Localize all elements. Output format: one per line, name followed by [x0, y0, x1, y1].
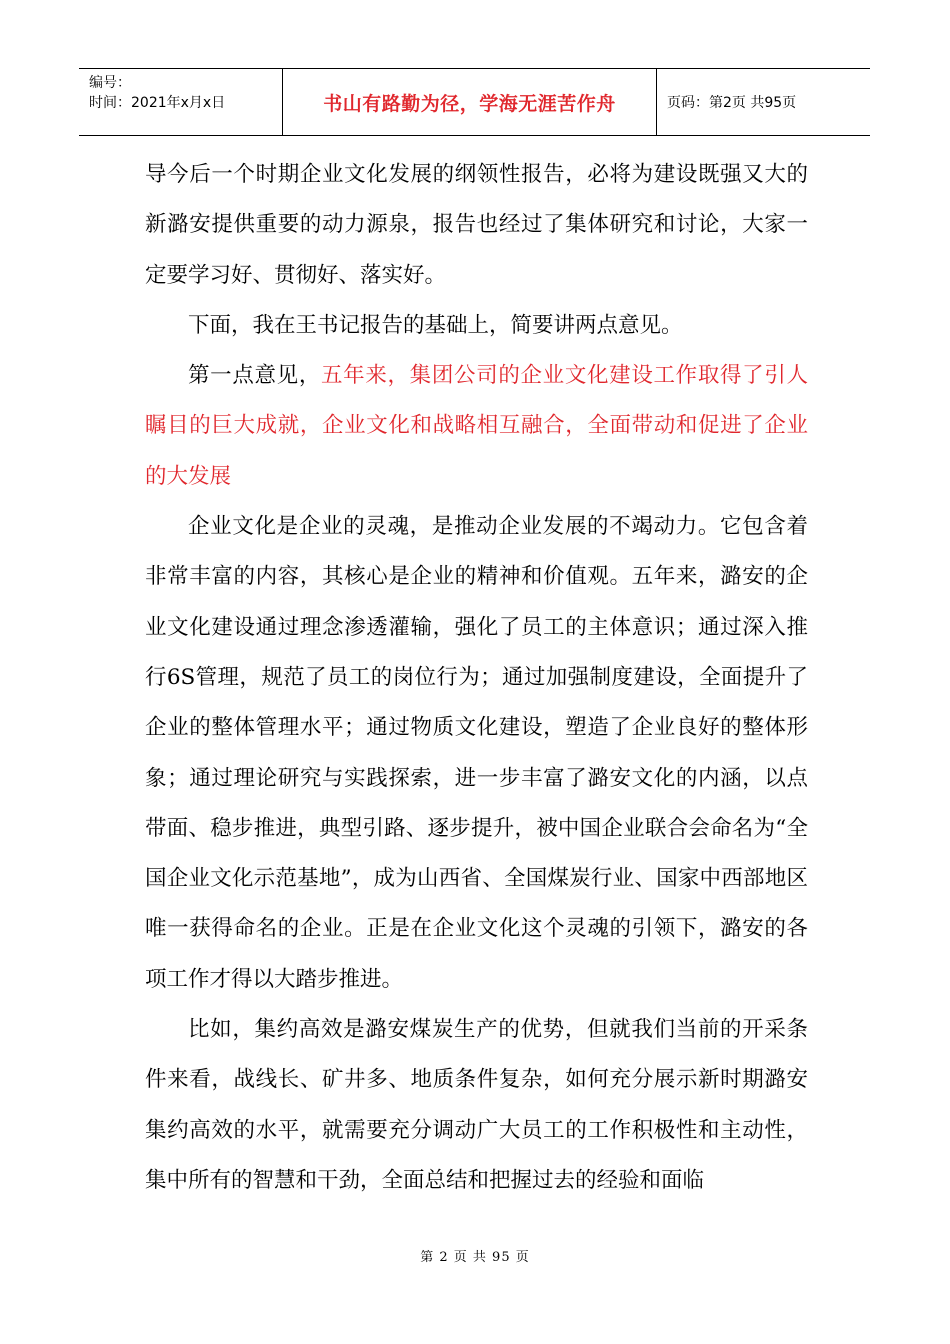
paragraph-3: [145, 351, 808, 502]
paragraph-1: 导今后一个时期企业文化发展的纲领性报告，必将为建设既强又大的新潞安提供重要的动力源泉，报告也经过了集体研究和讨论，大家一定要学习好、贯彻好、落实好。: [145, 162, 808, 288]
date-label: 时间：2021年x月x日: [89, 95, 226, 111]
serial-number-label: 编号：: [89, 75, 131, 91]
paragraph-4: 企业文化是企业的灵魂，是推动企业发展的不竭动力。它包含着非常丰富的内容，其核心是企业的精神和价值观。五年来，潞安的企业文化建设通过理念渗透灌输，强化了员工的主体意识；通过深入推行6S管理，规范了员工的岗位行为；通过加强制度建设，全面提升了企业的整体管理水平；通过物质文化建设，塑造了企业良好的整体形象；通过理论研究与实践探索，进一步丰富了潞安文化的内涵，以点带面、稳步推进，典型引路、逐步提升，被中国企业联合会命名为“全国企业文化示范基地”，成为山西省、全国煤炭行业、国家中西部地区唯一获得命名的企业。正是在企业文化这个灵魂的引领下，潞安的各项工作才得以大踏步推进。: [145, 514, 808, 992]
page-header: [79, 68, 870, 136]
header-motto: 书山有路勤为径，学海无涯苦作舟: [283, 69, 657, 135]
paragraph-3-highlight: 五年来，集团公司的企业文化建设工作取得了引人瞩目的巨大成就，企业文化和战略相互融合，全面带动和促进了企业的大发展: [145, 363, 808, 489]
paragraph-2: 下面，我在王书记报告的基础上，简要讲两点意见。: [188, 312, 683, 338]
header-meta-cell: [79, 69, 283, 135]
header-page-info: 页码：第2页 共95页: [667, 95, 797, 111]
paragraph-5: 比如，集约高效是潞安煤炭生产的优势，但就我们当前的开采条件来看，战线长、矿井多、地质条件复杂，如何充分展示新时期潞安集约高效的水平，就需要充分调动广大员工的工作积极性和主动性，集中所有的智慧和干劲，全面总结和把握过去的经验和面临: [145, 1017, 808, 1193]
document-body: [145, 150, 808, 1206]
paragraph-3-prefix: 第一点意见，: [188, 363, 321, 389]
page-footer: 第 2 页 共 95 页: [420, 1250, 530, 1265]
